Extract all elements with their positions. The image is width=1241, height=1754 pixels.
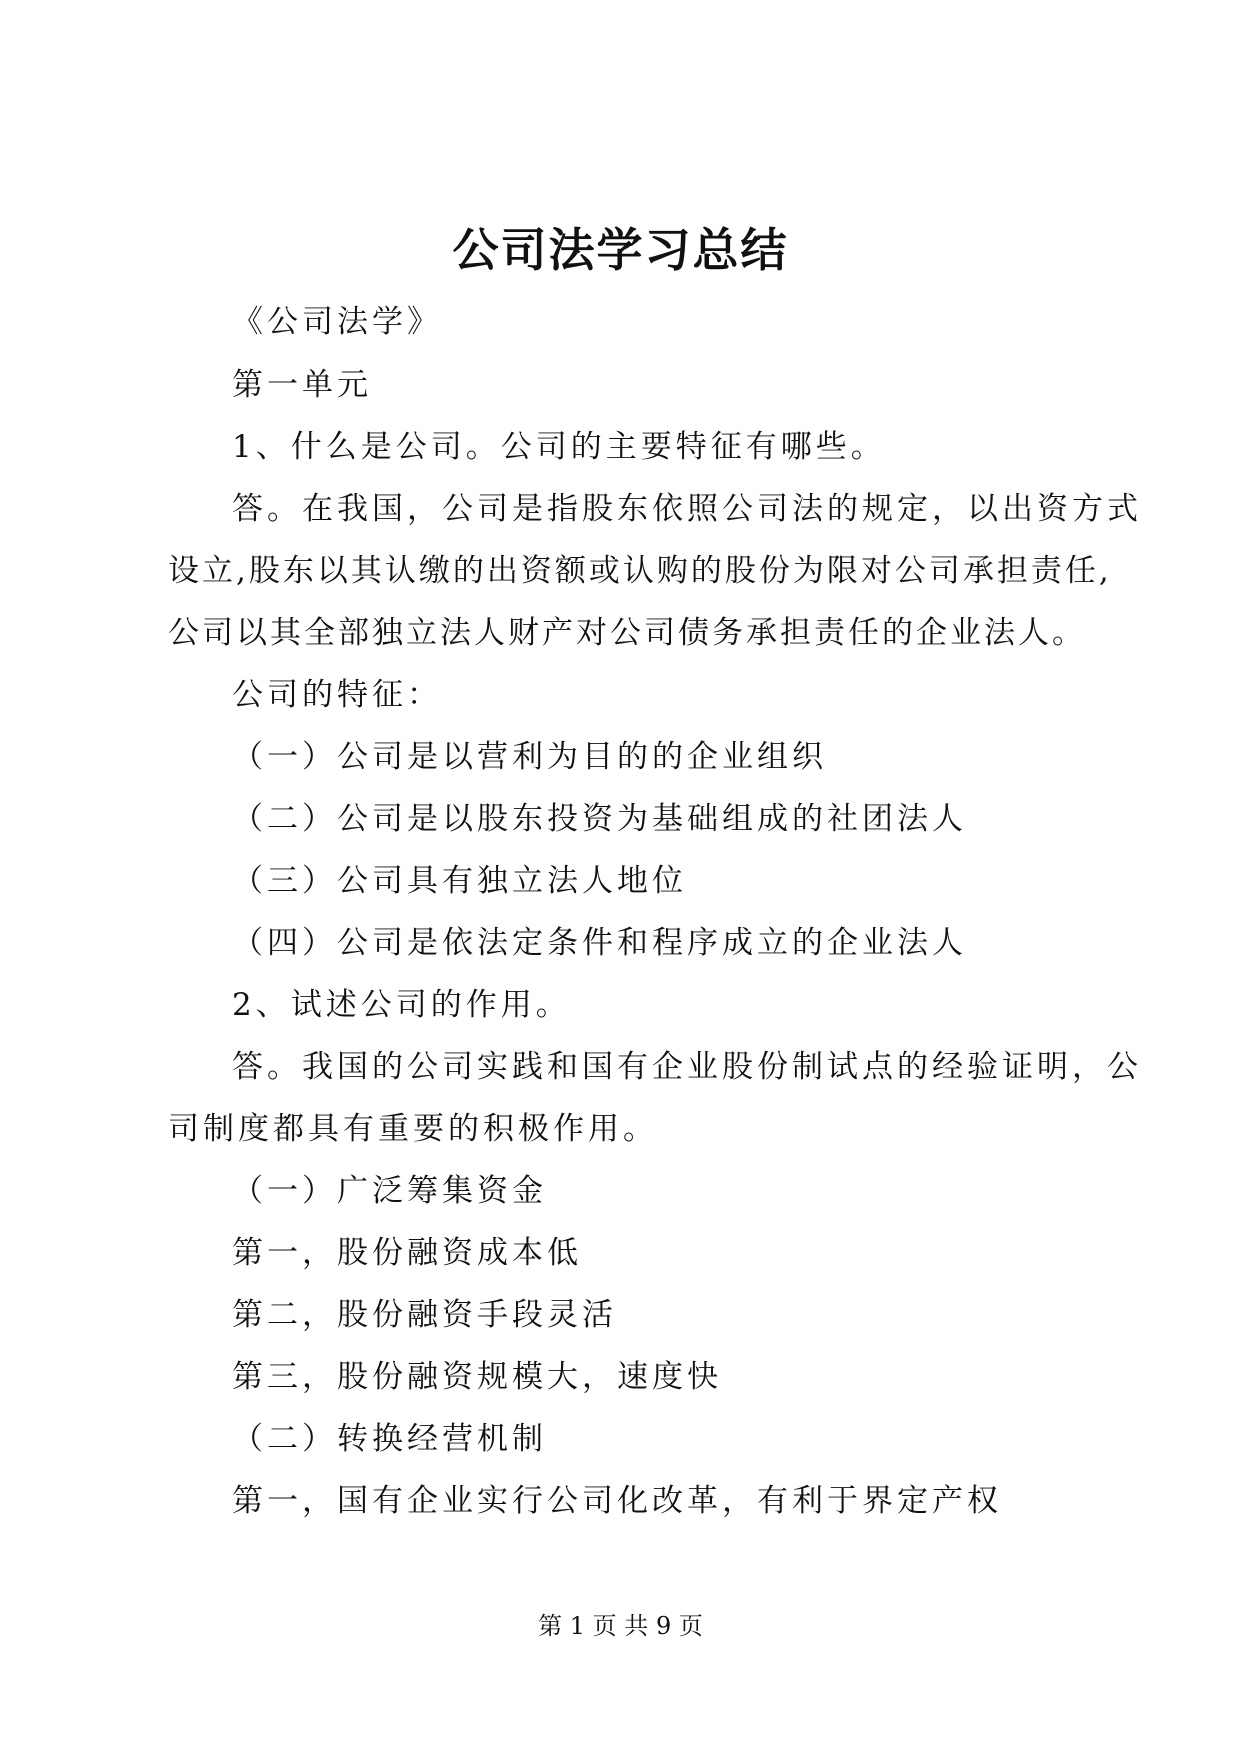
text-line: （三）公司具有独立法人地位: [232, 863, 687, 899]
text-line: （四）公司是依法定条件和程序成立的企业法人: [232, 925, 967, 961]
text-line: 第一，股份融资成本低: [232, 1235, 582, 1271]
text-line: 公司的特征：: [232, 677, 442, 713]
text-line: 1、什么是公司。公司的主要特征有哪些。: [232, 429, 886, 465]
text-line: 第二，股份融资手段灵活: [232, 1297, 617, 1333]
text-line: （一）广泛筹集资金: [232, 1173, 547, 1209]
text-line: 第三，股份融资规模大，速度快: [232, 1359, 722, 1395]
page-footer: 第 1 页 共 9 页: [538, 1612, 703, 1640]
text-line: 设立,股东以其认缴的出资额或认购的股份为限对公司承担责任,: [168, 553, 1112, 589]
document-title: 公司法学习总结: [452, 223, 789, 277]
text-line: （二）公司是以股东投资为基础组成的社团法人: [232, 801, 967, 837]
text-line: 第一单元: [232, 367, 372, 403]
text-line: （二）转换经营机制: [232, 1421, 547, 1457]
text-line: 司制度都具有重要的积极作用。: [168, 1111, 658, 1147]
text-line: 答。在我国，公司是指股东依照公司法的规定，以出资方式: [232, 491, 1142, 527]
text-line: 《公司法学》: [232, 304, 442, 340]
text-line: （一）公司是以营利为目的的企业组织: [232, 739, 827, 775]
text-line: 答。我国的公司实践和国有企业股份制试点的经验证明，公: [232, 1049, 1142, 1085]
text-line: 第一，国有企业实行公司化改革，有利于界定产权: [232, 1483, 1002, 1519]
text-line: 公司以其全部独立法人财产对公司债务承担责任的企业法人。: [168, 615, 1086, 651]
text-line: 2、试述公司的作用。: [232, 987, 571, 1023]
